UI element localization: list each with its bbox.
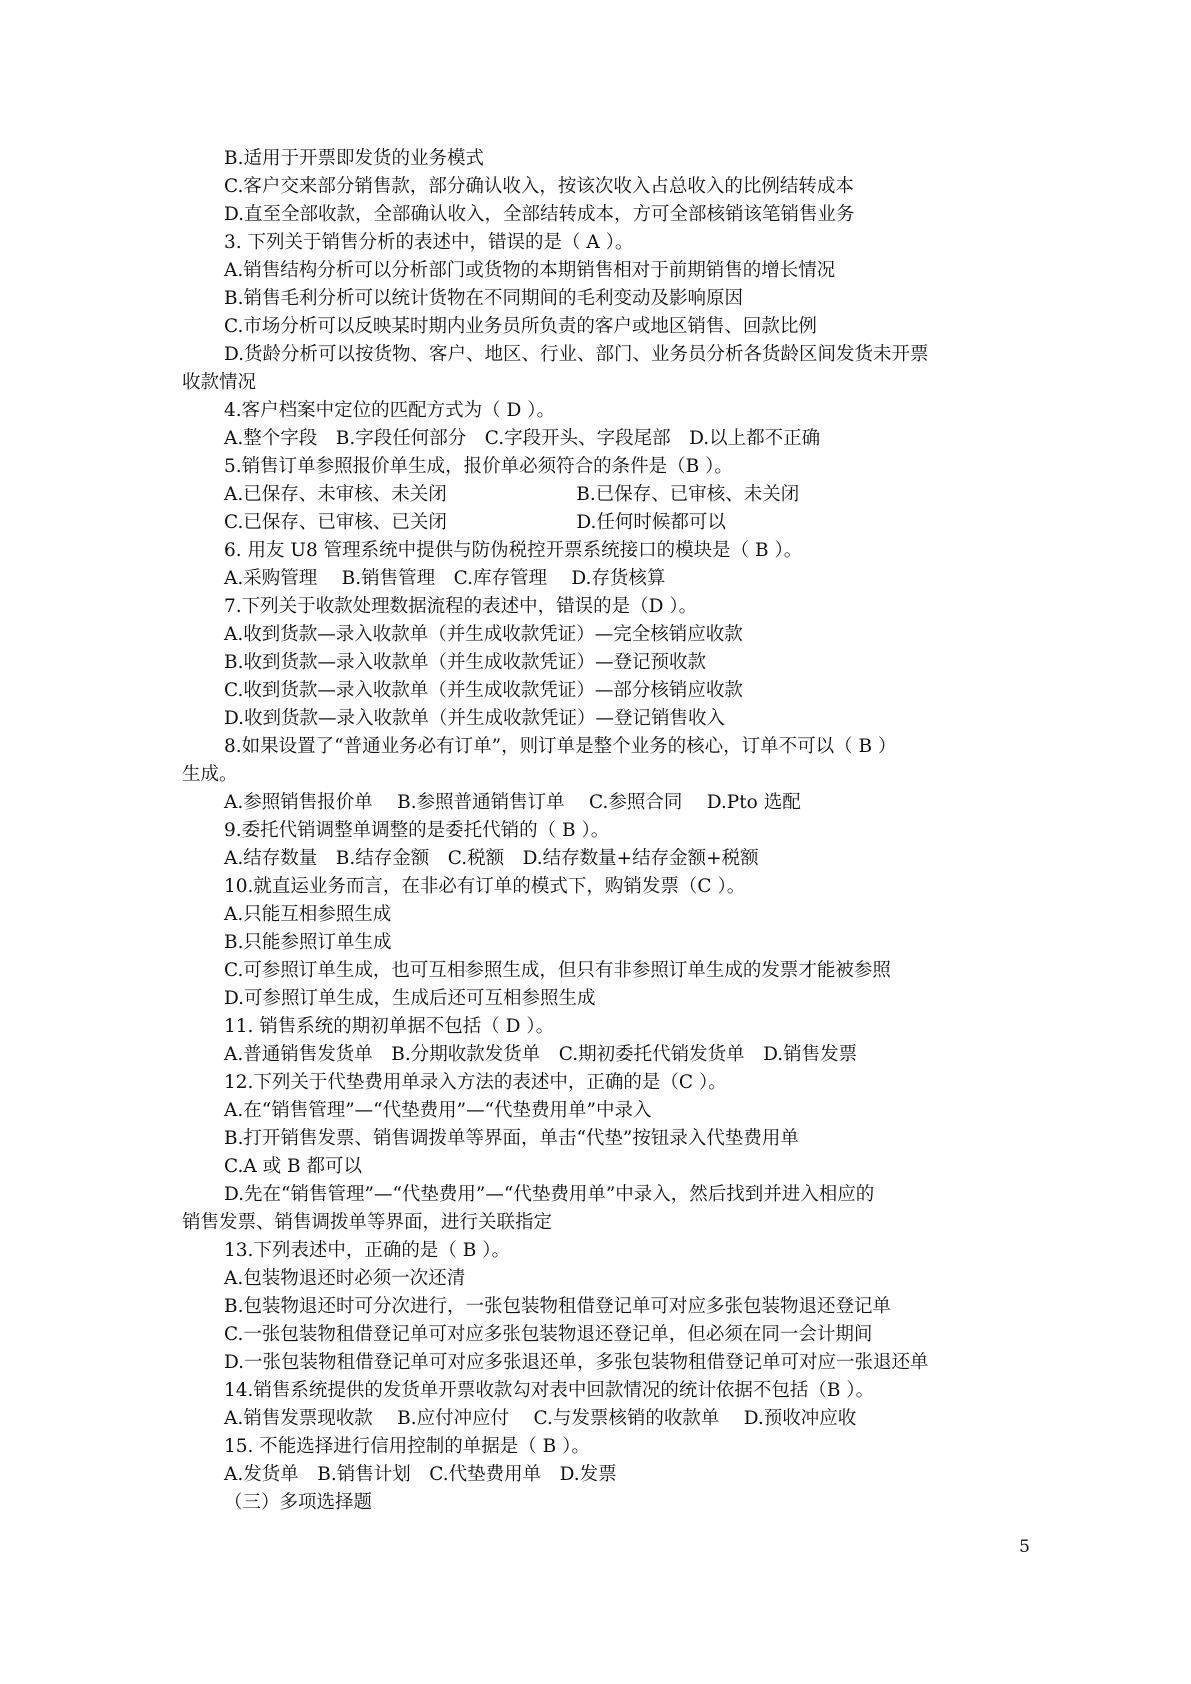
text-line: A.普通销售发货单 B.分期收款发货单 C.期初委托代销发货单 D.销售发票 <box>224 1044 858 1065</box>
text-line: 5.销售订单参照报价单生成，报价单必须符合的条件是（B ）。 <box>224 456 733 477</box>
text-line: （三）多项选择题 <box>224 1492 373 1513</box>
text-line: 10.就直运业务而言，在非必有订单的模式下，购销发票（C ）。 <box>224 876 746 897</box>
text-line: 收款情况 <box>182 372 257 393</box>
text-line: B.适用于开票即发货的业务模式 <box>224 148 484 169</box>
text-line: D.先在“销售管理”—“代垫费用”—“代垫费用单”中录入，然后找到并进入相应的 <box>224 1184 875 1205</box>
page-number: 5 <box>1019 1537 1030 1557</box>
text-line: D.货龄分析可以按货物、客户、地区、行业、部门、业务员分析各货龄区间发货未开票 <box>224 344 929 365</box>
text-line: C.可参照订单生成，也可互相参照生成，但只有非参照订单生成的发票才能被参照 <box>224 960 891 981</box>
text-line: D.收到货款—录入收款单（并生成收款凭证）—登记销售收入 <box>224 708 726 729</box>
text-line: C.已保存、已审核、已关闭 D.任何时候都可以 <box>224 512 726 533</box>
text-line: D.直至全部收款，全部确认收入，全部结转成本，方可全部核销该笔销售业务 <box>224 204 855 225</box>
page-body <box>182 145 1022 1517</box>
text-line: B.销售毛利分析可以统计货物在不同期间的毛利变动及影响原因 <box>224 288 743 309</box>
text-line: 14.销售系统提供的发货单开票收款勾对表中回款情况的统计依据不包括（B ）。 <box>224 1380 875 1401</box>
text-line: B.包装物退还时可分次进行，一张包装物租借登记单可对应多张包装物退还登记单 <box>224 1296 891 1317</box>
text-line: 8.如果设置了“普通业务必有订单”，则订单是整个业务的核心，订单不可以（ B ） <box>224 736 897 757</box>
text-line: D.可参照订单生成，生成后还可互相参照生成 <box>224 988 596 1009</box>
text-line: A.只能互相参照生成 <box>224 904 392 925</box>
text-line: 11. 销售系统的期初单据不包括（ D ）。 <box>224 1016 555 1037</box>
text-line: A.发货单 B.销售计划 C.代垫费用单 D.发票 <box>224 1464 617 1485</box>
text-line: A.包装物退还时必须一次还清 <box>224 1268 466 1289</box>
text-line: A.整个字段 B.字段任何部分 C.字段开头、字段尾部 D.以上都不正确 <box>224 428 821 449</box>
text-line: B.只能参照订单生成 <box>224 932 392 953</box>
text-line: C.市场分析可以反映某时期内业务员所负责的客户或地区销售、回款比例 <box>224 316 817 337</box>
text-line: D.一张包装物租借登记单可对应多张退还单，多张包装物租借登记单可对应一张退还单 <box>224 1352 929 1373</box>
text-line: B.打开销售发票、销售调拨单等界面，单击“代垫”按钮录入代垫费用单 <box>224 1128 799 1149</box>
text-line: A.销售结构分析可以分析部门或货物的本期销售相对于前期销售的增长情况 <box>224 260 836 281</box>
text-line: A.销售发票现收款 B.应付冲应付 C.与发票核销的收款单 D.预收冲应收 <box>224 1408 857 1429</box>
text-line: 4.客户档案中定位的匹配方式为（ D ）。 <box>224 400 555 421</box>
text-line: 7.下列关于收款处理数据流程的表述中，错误的是（D ）。 <box>224 596 698 617</box>
text-line: 9.委托代销调整单调整的是委托代销的（ B ）。 <box>224 820 610 841</box>
text-line: 12.下列关于代垫费用单录入方法的表述中，正确的是（C ）。 <box>224 1072 727 1093</box>
text-line: 13.下列表述中，正确的是（ B ）。 <box>224 1240 511 1261</box>
text-line: A.参照销售报价单 B.参照普通销售订单 C.参照合同 D.Pto 选配 <box>224 792 801 813</box>
text-line: 生成。 <box>182 764 238 785</box>
text-line: A.在“销售管理”—“代垫费用”—“代垫费用单”中录入 <box>224 1100 652 1121</box>
text-line: C.一张包装物租借登记单可对应多张包装物退还登记单，但必须在同一会计期间 <box>224 1324 873 1345</box>
text-line: C.收到货款—录入收款单（并生成收款凭证）—部分核销应收款 <box>224 680 743 701</box>
text-line: 15. 不能选择进行信用控制的单据是（ B ）。 <box>224 1436 590 1457</box>
text-line: A.收到货款—录入收款单（并生成收款凭证）—完全核销应收款 <box>224 624 743 645</box>
text-line: C.A 或 B 都可以 <box>224 1156 362 1177</box>
text-line: A.结存数量 B.结存金额 C.税额 D.结存数量+结存金额+税额 <box>224 848 759 869</box>
text-line: C.客户交来部分销售款，部分确认收入，按该次收入占总收入的比例结转成本 <box>224 176 854 197</box>
text-line: A.采购管理 B.销售管理 C.库存管理 D.存货核算 <box>224 568 666 589</box>
text-line: 销售发票、销售调拨单等界面，进行关联指定 <box>182 1212 553 1233</box>
text-line: A.已保存、未审核、未关闭 B.已保存、已审核、未关闭 <box>224 484 800 505</box>
text-line: 3. 下列关于销售分析的表述中，错误的是（ A ）。 <box>224 232 634 253</box>
text-line: B.收到货款—录入收款单（并生成收款凭证）—登记预收款 <box>224 652 706 673</box>
text-line: 6. 用友 U8 管理系统中提供与防伪税控开票系统接口的模块是（ B ）。 <box>224 540 803 561</box>
